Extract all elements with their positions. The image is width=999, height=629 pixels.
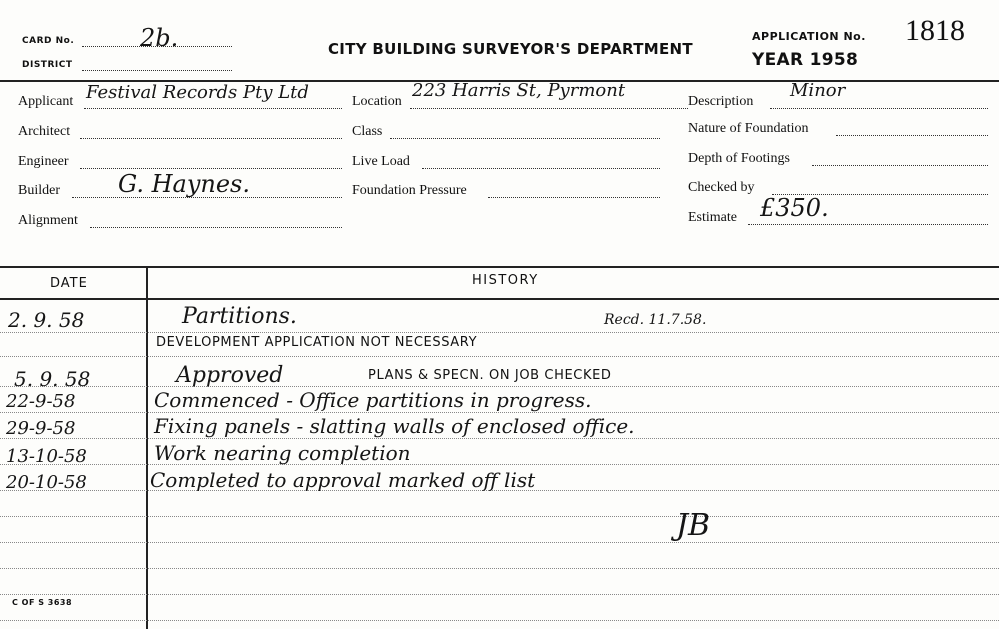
location-value: 223 Harris St, Pyrmont — [412, 80, 626, 101]
applicant-value: Festival Records Pty Ltd — [86, 82, 309, 103]
row-date: 22-9-58 — [6, 391, 76, 412]
row-history: Commenced - Office partitions in progress. — [154, 388, 592, 412]
table-top-border — [0, 266, 999, 268]
card-no-label: CARD No. — [22, 36, 75, 46]
estimate-value: £350. — [760, 194, 829, 222]
row-date: 2. 9. 58 — [8, 308, 85, 332]
rule-line — [0, 438, 999, 439]
card-no-value: 2b. — [140, 24, 179, 52]
class-line — [390, 138, 660, 139]
row-history: Work nearing completion — [154, 441, 411, 465]
builder-label: Builder — [18, 183, 60, 198]
row-history-typed: DEVELOPMENT APPLICATION NOT NECESSARY — [156, 335, 478, 350]
alignment-label: Alignment — [18, 213, 78, 228]
live-load-line — [422, 168, 660, 169]
builder-value: G. Haynes. — [118, 170, 250, 198]
foundation-pressure-line — [488, 197, 660, 198]
history-header: HISTORY — [472, 273, 539, 288]
initials: JB — [676, 508, 711, 543]
live-load-label: Live Load — [352, 154, 410, 169]
engineer-label: Engineer — [18, 154, 69, 169]
rule-line — [0, 464, 999, 465]
row-date: 13-10-58 — [6, 446, 87, 467]
estimate-line — [748, 224, 988, 225]
row-history: Fixing panels - slatting walls of enclosed office. — [154, 414, 635, 438]
architect-label: Architect — [18, 124, 71, 139]
date-column-divider — [146, 266, 148, 629]
description-label: Description — [688, 94, 754, 109]
row-note-typed: PLANS & SPECN. ON JOB CHECKED — [368, 368, 612, 383]
location-label: Location — [352, 94, 402, 109]
depth-of-footings-label: Depth of Footings — [688, 151, 790, 166]
department-title: CITY BUILDING SURVEYOR'S DEPARTMENT — [328, 40, 693, 58]
table-header-border — [0, 298, 999, 300]
row-note: Recd. 11.7.58. — [604, 312, 707, 328]
rule-line — [0, 356, 999, 357]
engineer-line — [80, 168, 342, 169]
application-number: 1818 — [905, 14, 965, 47]
row-date: 5. 9. 58 — [14, 367, 91, 391]
depth-of-footings-line — [812, 165, 988, 166]
alignment-line — [90, 227, 342, 228]
row-history: Partitions. — [182, 304, 297, 329]
applicant-line — [84, 108, 342, 109]
class-label: Class — [352, 124, 383, 139]
nature-of-foundation-label: Nature of Foundation — [688, 121, 809, 136]
district-label: DISTRICT — [22, 60, 73, 70]
row-history: Approved — [176, 363, 284, 388]
rule-line — [0, 568, 999, 569]
rule-line — [0, 412, 999, 413]
row-history: Completed to approval marked off list — [150, 468, 536, 492]
rule-line — [0, 332, 999, 333]
description-value: Minor — [790, 80, 846, 101]
rule-line — [0, 620, 999, 621]
form-code: C OF S 3638 — [12, 598, 73, 607]
row-date: 20-10-58 — [6, 472, 87, 493]
applicant-label: Applicant — [18, 94, 74, 109]
foundation-pressure-label: Foundation Pressure — [352, 183, 467, 198]
rule-line — [0, 516, 999, 517]
rule-line — [0, 386, 999, 387]
nature-of-foundation-line — [836, 135, 988, 136]
architect-line — [80, 138, 342, 139]
rule-line — [0, 594, 999, 595]
row-date: 29-9-58 — [6, 418, 76, 439]
year-label: YEAR 1958 — [752, 50, 859, 70]
checked-by-label: Checked by — [688, 180, 755, 195]
district-line — [82, 70, 232, 71]
description-line — [770, 108, 988, 109]
estimate-label: Estimate — [688, 210, 737, 225]
rule-line — [0, 542, 999, 543]
application-label: APPLICATION No. — [752, 30, 866, 43]
location-line — [410, 108, 688, 109]
date-header: DATE — [50, 276, 88, 291]
